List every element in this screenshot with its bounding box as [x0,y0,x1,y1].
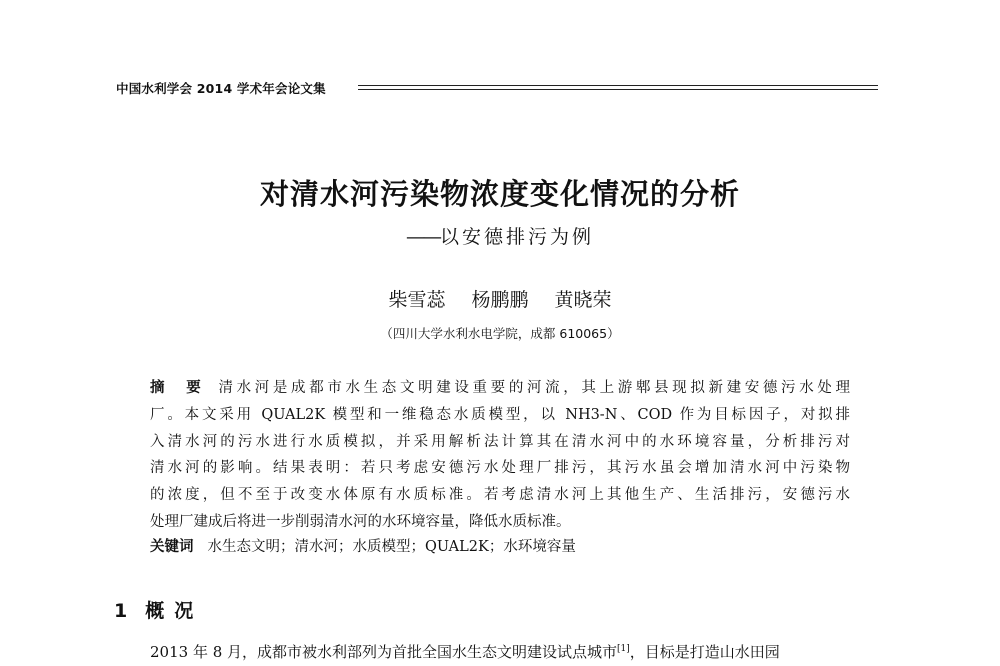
paper-title: 对清水河污染物浓度变化情况的分析 [259,177,740,211]
author: 黄晓荣 [554,289,612,311]
body-text-start: 2013 年 8 月，成都市被水利部列为首批全国水生态文明建设试点城市 [150,643,618,661]
abstract-line [150,375,850,402]
section-number: 1 [114,600,128,622]
abstract-line: 入清水河的污水进行水质模拟，并采用解析法计算其在清水河中的水环境容量，分析排污对 [150,433,850,450]
subtitle-text: 以安德排污为例 [439,226,594,248]
running-header: 中国水利学会 2014 学术年会论文集 [116,81,326,96]
body-text-end: ，目标是打造山水田园 [629,643,780,661]
affiliation: （四川大学水利水电学院，成都 610065） [380,326,620,341]
author-list [0,285,1000,312]
section-heading [114,596,203,623]
author: 杨鹏鹏 [471,289,529,311]
keywords-text: 水生态文明；清水河；水质模型；QUAL2K；水环境容量 [207,539,576,555]
abstract-line: 处理厂建成后将进一步削弱清水河的水环境容量，降低水质标准。 [150,513,571,530]
abstract-line: 的浓度，但不至于改变水体原有水质标准。若考虑清水河上其他生产、生活排污，安德污水 [150,487,850,504]
header-double-rule [358,85,878,90]
keywords-label: 关键词 [150,539,194,555]
paper-subtitle [0,222,1000,249]
subtitle-dash: —— [405,226,440,248]
body-paragraph [150,641,780,662]
abstract-line-text: 清水河是成都市水生态文明建设重要的河流，其上游郫县现拟新建安德污水处理 [218,380,850,396]
section-title: 概况 [145,600,204,622]
abstract-label: 摘 要 [150,380,205,396]
abstract [150,375,850,536]
keywords [150,535,576,556]
abstract-line: 清水河的影响。结果表明：若只考虑安德污水处理厂排污，其污水虽会增加清水河中污染物 [150,460,850,477]
citation-ref[interactable]: [1] [617,644,630,654]
abstract-line: 厂。本文采用 QUAL2K 模型和一维稳态水质模型，以 NH3-N、COD 作为目标因子，对拟排 [150,406,850,423]
author: 柴雪蕊 [388,289,446,311]
